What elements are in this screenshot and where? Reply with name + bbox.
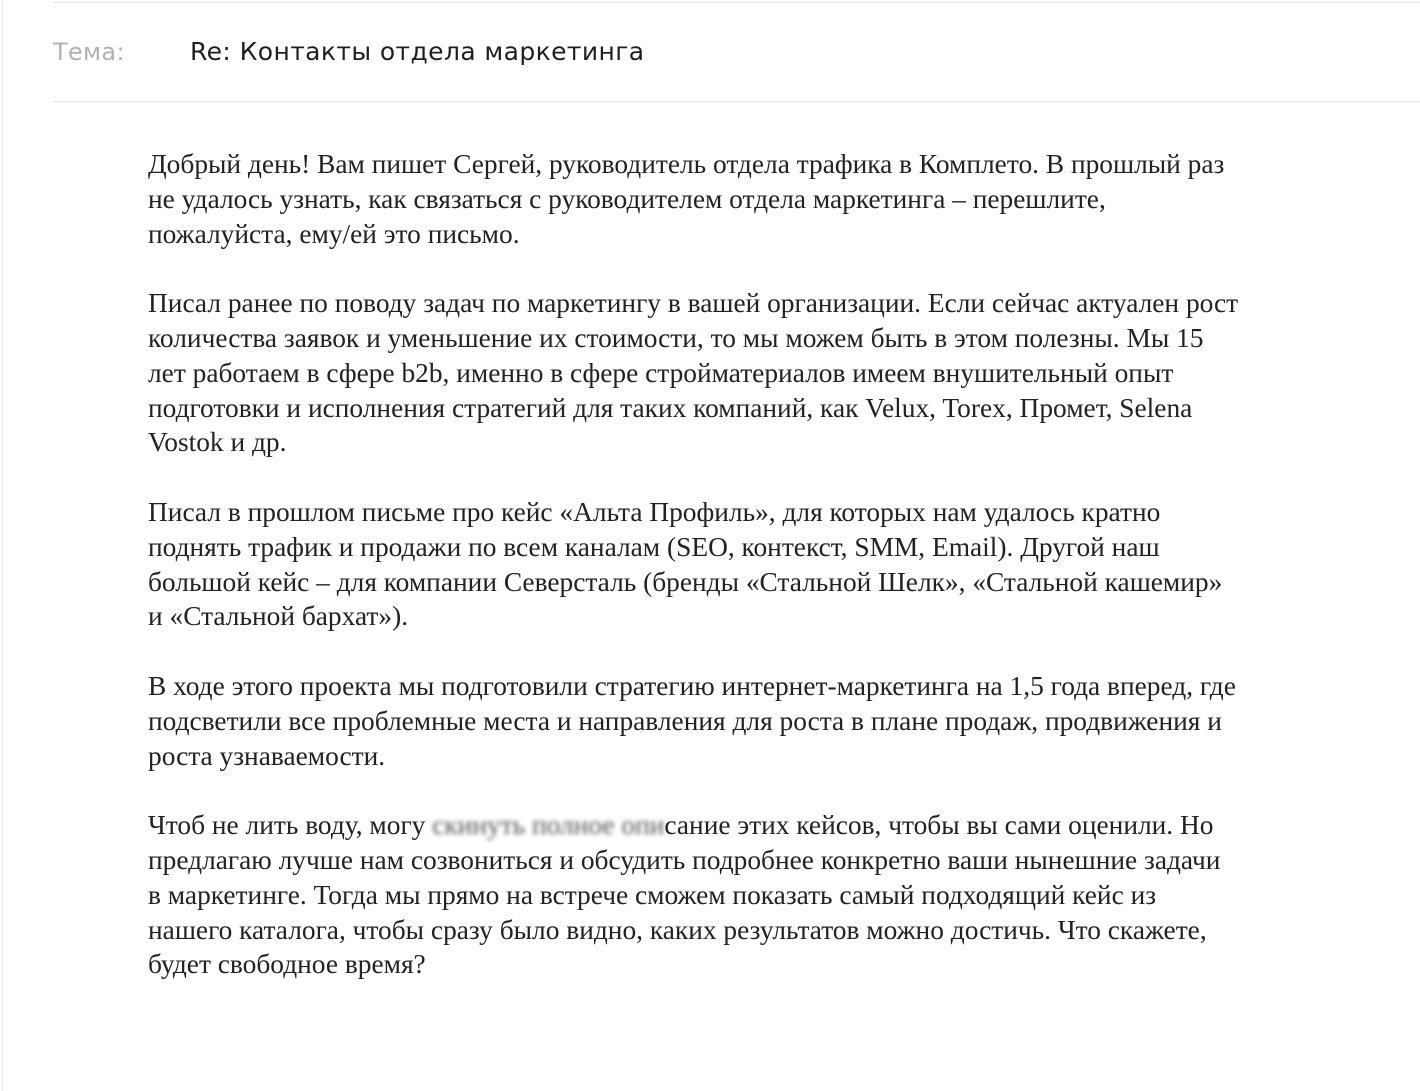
body-line: предлагаю лучше нам созвониться и обсудить подробнее конкретно ваши нынешние задачи bbox=[148, 844, 1221, 875]
body-line: пожалуйста, ему/ей это письмо. bbox=[148, 218, 520, 249]
body-line: в маркетинге. Тогда мы прямо на встрече сможем показать самый подходящий кейс из bbox=[148, 879, 1157, 910]
body-line: поднять трафик и продажи по всем каналам (SEO, контекст, SMM, Email). Другой наш bbox=[148, 531, 1160, 562]
body-line: лет работаем в сфере b2b, именно в сфере стройматериалов имеем внушительный опыт bbox=[148, 357, 1174, 388]
body-line: будет свободное время? bbox=[148, 949, 426, 980]
body-line: Писал в прошлом письме про кейс «Альта Профиль», для которых нам удалось кратно bbox=[148, 496, 1161, 527]
body-line: и «Стальной бархат»). bbox=[148, 601, 409, 632]
body-line: В ходе этого проекта мы подготовили стратегию интернет-маркетинга на 1,5 года вперед, где bbox=[148, 670, 1236, 701]
body-line-start: Чтоб не лить воду, могу bbox=[148, 810, 433, 841]
body-line: Vostok и др. bbox=[148, 427, 287, 458]
body-line: нашего каталога, чтобы сразу было видно, каких результатов можно достичь. Что скажете, bbox=[148, 914, 1207, 945]
blurred-text: скинуть полное опи bbox=[432, 810, 665, 841]
body-line: подсветили все проблемные места и направления для роста в плане продаж, продвижения и bbox=[148, 705, 1222, 736]
subject-label: Тема: bbox=[53, 38, 125, 66]
body-line: не удалось узнать, как связаться с руководителем отдела маркетинга – перешлите, bbox=[148, 183, 1106, 214]
paragraph-5 bbox=[148, 808, 1388, 982]
paragraph-2 bbox=[148, 286, 1388, 460]
left-border bbox=[2, 0, 3, 1091]
body-line: большой кейс – для компании Северсталь (бренды «Стальной Шелк», «Стальной кашемир» bbox=[148, 566, 1223, 597]
paragraph-4 bbox=[148, 669, 1388, 773]
body-line: Писал ранее по поводу задач по маркетингу в вашей организации. Если сейчас актуален рост bbox=[148, 288, 1239, 319]
email-body bbox=[148, 147, 1388, 1017]
paragraph-1 bbox=[148, 147, 1388, 251]
paragraph-3 bbox=[148, 495, 1388, 634]
subject-row bbox=[53, 3, 1420, 102]
subject-value: Re: Контакты отдела маркетинга bbox=[190, 37, 645, 66]
body-line: количества заявок и уменьшение их стоимости, то мы можем быть в этом полезны. Мы 15 bbox=[148, 322, 1204, 353]
body-line: Добрый день! Вам пишет Сергей, руководитель отдела трафика в Комплето. В прошлый раз bbox=[148, 149, 1225, 179]
body-line-end: сание этих кейсов, чтобы вы сами оценили. Но bbox=[664, 810, 1214, 841]
body-line: роста узнаваемости. bbox=[148, 740, 386, 771]
body-line: подготовки и исполнения стратегий для таких компаний, как Velux, Torex, Промет, Selena bbox=[148, 392, 1193, 423]
